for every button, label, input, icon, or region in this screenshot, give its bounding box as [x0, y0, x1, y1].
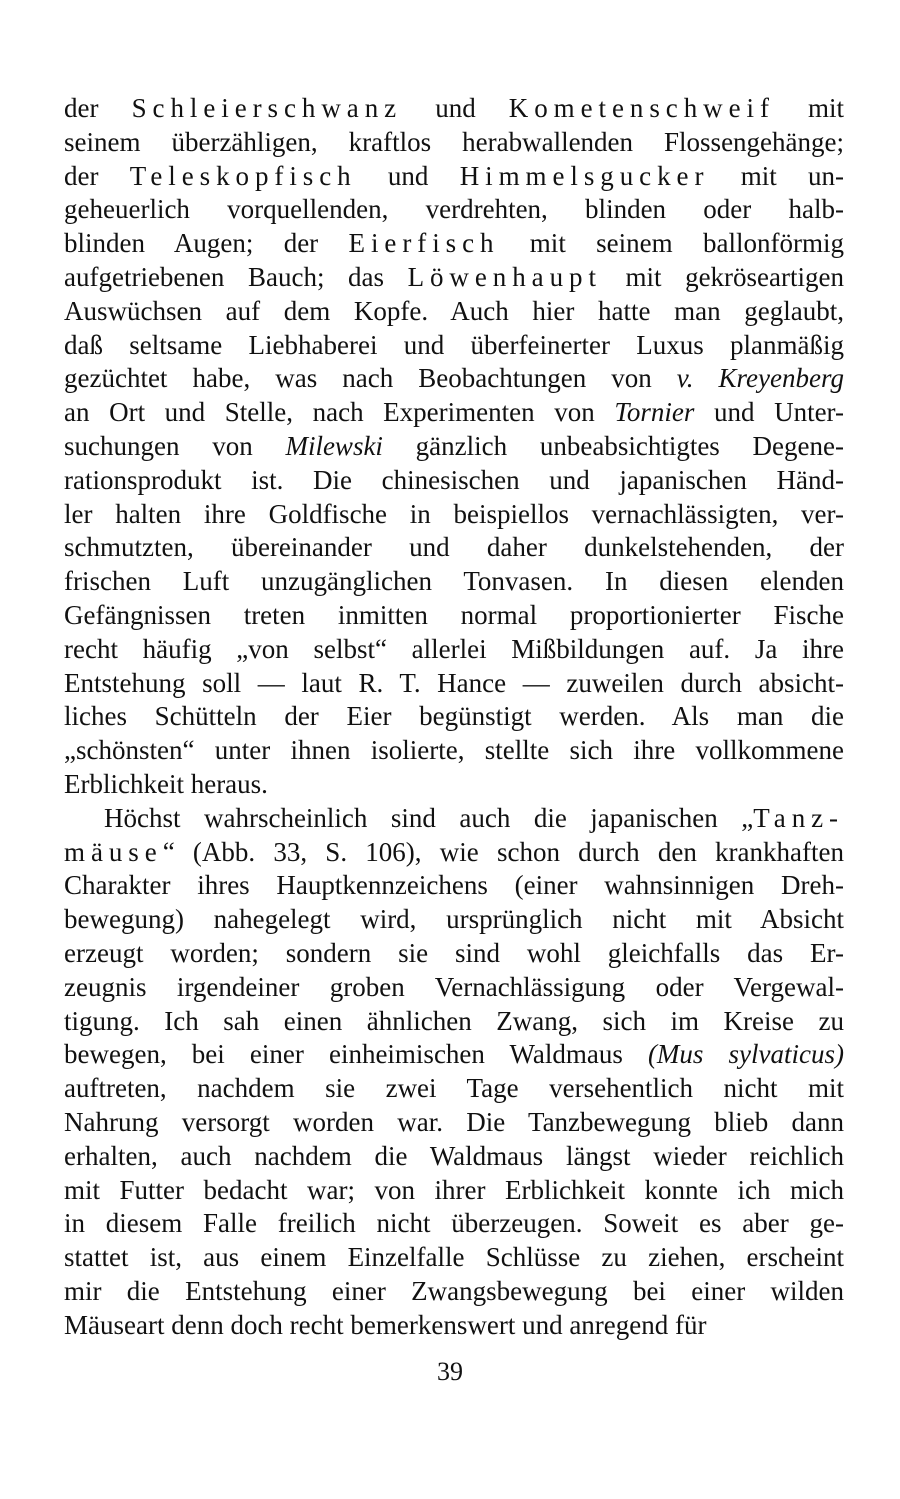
text-line: [64, 430, 844, 464]
text-line: [64, 869, 844, 903]
text-run: erzeugt worden; sondern sie sind wohl gleichfalls das Er-: [64, 937, 844, 968]
text-run: in diesem Falle freilich nicht überzeugen. Soweit es aber ge-: [64, 1208, 844, 1239]
text-run: “ (Abb. 33, S. 106), wie schon durch den krankhaften: [162, 836, 844, 867]
spaced-text: Tanz-: [753, 802, 844, 833]
text-run: bewegung) nahegelegt wird, ursprünglich nicht mit Absicht: [64, 904, 844, 935]
text-line: [64, 1140, 844, 1174]
text-run: blinden Augen; der: [64, 228, 349, 259]
text-run: mit un-: [709, 160, 845, 191]
text-line: [64, 227, 844, 261]
page-body: [64, 92, 844, 1342]
text-line: [64, 667, 844, 701]
text-line: [64, 836, 844, 870]
text-line: [64, 1207, 844, 1241]
text-run: und Unter-: [694, 397, 844, 428]
text-line: [64, 768, 844, 802]
text-run: suchungen von: [64, 430, 286, 461]
page-number: 39: [437, 1357, 463, 1386]
text-run: auftreten, nachdem sie zwei Tage versehentlich nicht mit: [64, 1073, 844, 1104]
text-line: [64, 700, 844, 734]
text-run: der: [64, 93, 132, 123]
paragraph: [64, 92, 844, 802]
text-run: bewegen, bei einer einheimischen Waldmaus: [64, 1039, 648, 1070]
text-line: [64, 92, 844, 126]
text-run: Nahrung versorgt worden war. Die Tanzbewegung blieb dann: [64, 1106, 844, 1137]
text-line: [64, 599, 844, 633]
text-run: mit: [774, 93, 845, 123]
text-line: [64, 565, 844, 599]
text-run: Gefängnissen treten inmitten normal proportionierter Fische: [64, 599, 844, 630]
text-run: recht häufig „von selbst“ allerlei Mißbildungen auf. Ja ihre: [64, 633, 844, 664]
text-run: ler halten ihre Goldfische in beispiellos vernachlässigten, ver-: [64, 498, 844, 529]
text-line: [64, 1275, 844, 1309]
text-line: [64, 633, 844, 667]
text-run: tigung. Ich sah einen ähnlichen Zwang, sich im Kreise zu: [64, 1005, 844, 1036]
text-line: [64, 396, 844, 430]
text-run: aufgetriebenen Bauch; das: [64, 261, 408, 292]
text-run: frischen Luft unzugänglichen Tonvasen. In diesen elenden: [64, 566, 844, 597]
text-line: [64, 261, 844, 295]
text-run: zeugnis irgendeiner groben Vernachlässigung oder Vergewal-: [64, 971, 844, 1002]
text-run: stattet ist, aus einem Einzelfalle Schlüsse zu ziehen, erscheint: [64, 1242, 844, 1273]
text-run: an Ort und Stelle, nach Experimenten von: [64, 397, 615, 428]
text-run: erhalten, auch nachdem die Waldmaus längst wieder reichlich: [64, 1140, 844, 1171]
text-run: daß seltsame Liebhaberei und überfeinerter Luxus planmäßig: [64, 329, 844, 360]
text-line: [64, 903, 844, 937]
text-run: gänzlich unbeabsichtigtes Degene-: [382, 430, 844, 461]
text-run: Erblichkeit heraus.: [64, 768, 268, 799]
text-line: [64, 1005, 844, 1039]
text-line: [64, 498, 844, 532]
spaced-text: Himmelsgucker: [459, 160, 710, 191]
text-run: mit gekröseartigen: [601, 261, 844, 292]
italic-text: Tornier: [614, 397, 695, 428]
spaced-text: Teleskopfisch: [129, 160, 357, 191]
spaced-text: Kometenschweif: [508, 93, 775, 123]
spaced-text: Löwenhaupt: [407, 261, 602, 292]
text-run: liches Schütteln der Eier begünstigt werden. Als man die: [64, 701, 844, 732]
spaced-text: Eierfisch: [348, 228, 500, 259]
text-line: [64, 802, 844, 836]
text-run: gezüchtet habe, was nach Beobachtungen von: [64, 363, 677, 394]
paragraph: [64, 802, 844, 1343]
text-line: [64, 734, 844, 768]
text-line: [64, 464, 844, 498]
text-run: „schönsten“ unter ihnen isolierte, stellte sich ihre vollkommene: [64, 735, 844, 766]
text-line: [64, 295, 844, 329]
text-line: [64, 1309, 844, 1343]
text-line: [64, 126, 844, 160]
text-line: [64, 1174, 844, 1208]
italic-text: v. Kreyenberg: [676, 363, 845, 394]
text-run: mit seinem ballonförmig: [499, 228, 844, 259]
text-line: [64, 937, 844, 971]
text-line: [64, 160, 844, 194]
text-line: [64, 329, 844, 363]
italic-text: (Mus sylvaticus): [647, 1039, 844, 1070]
text-run: geheuerlich vorquellenden, verdrehten, blinden oder halb-: [64, 194, 844, 225]
text-line: [64, 1072, 844, 1106]
text-line: [64, 362, 844, 396]
text-run: und: [402, 93, 509, 123]
text-run: und: [356, 160, 460, 191]
text-run: rationsprodukt ist. Die chinesischen und japanischen Händ-: [64, 464, 844, 495]
text-run: der: [64, 160, 130, 191]
text-run: mir die Entstehung einer Zwangsbewegung bei einer wilden: [64, 1275, 844, 1306]
text-run: schmutzten, übereinander und daher dunkelstehenden, der: [64, 532, 844, 563]
text-line: [64, 971, 844, 1005]
text-run: Charakter ihres Hauptkennzeichens (einer wahnsinnigen Dreh-: [64, 870, 844, 901]
spaced-text: Schleierschwanz: [131, 93, 403, 123]
spaced-text: mäuse: [64, 836, 163, 867]
italic-text: Milewski: [285, 430, 383, 461]
text-run: Auswüchsen auf dem Kopfe. Auch hier hatte man geglaubt,: [64, 295, 844, 326]
text-run: Entstehung soll — laut R. T. Hance — zuweilen durch absicht-: [64, 667, 844, 698]
text-run: mit Futter bedacht war; von ihrer Erblichkeit konnte ich mich: [64, 1174, 844, 1205]
text-line: [64, 531, 844, 565]
text-line: [64, 1106, 844, 1140]
text-run: seinem überzähligen, kraftlos herabwallenden Flossengehänge;: [64, 126, 844, 157]
text-run: Höchst wahrscheinlich sind auch die japanischen „: [104, 802, 754, 833]
text-line: [64, 1038, 844, 1072]
text-line: [64, 1241, 844, 1275]
text-run: Mäuseart denn doch recht bemerkenswert und anregend für: [64, 1309, 707, 1340]
text-line: [64, 193, 844, 227]
